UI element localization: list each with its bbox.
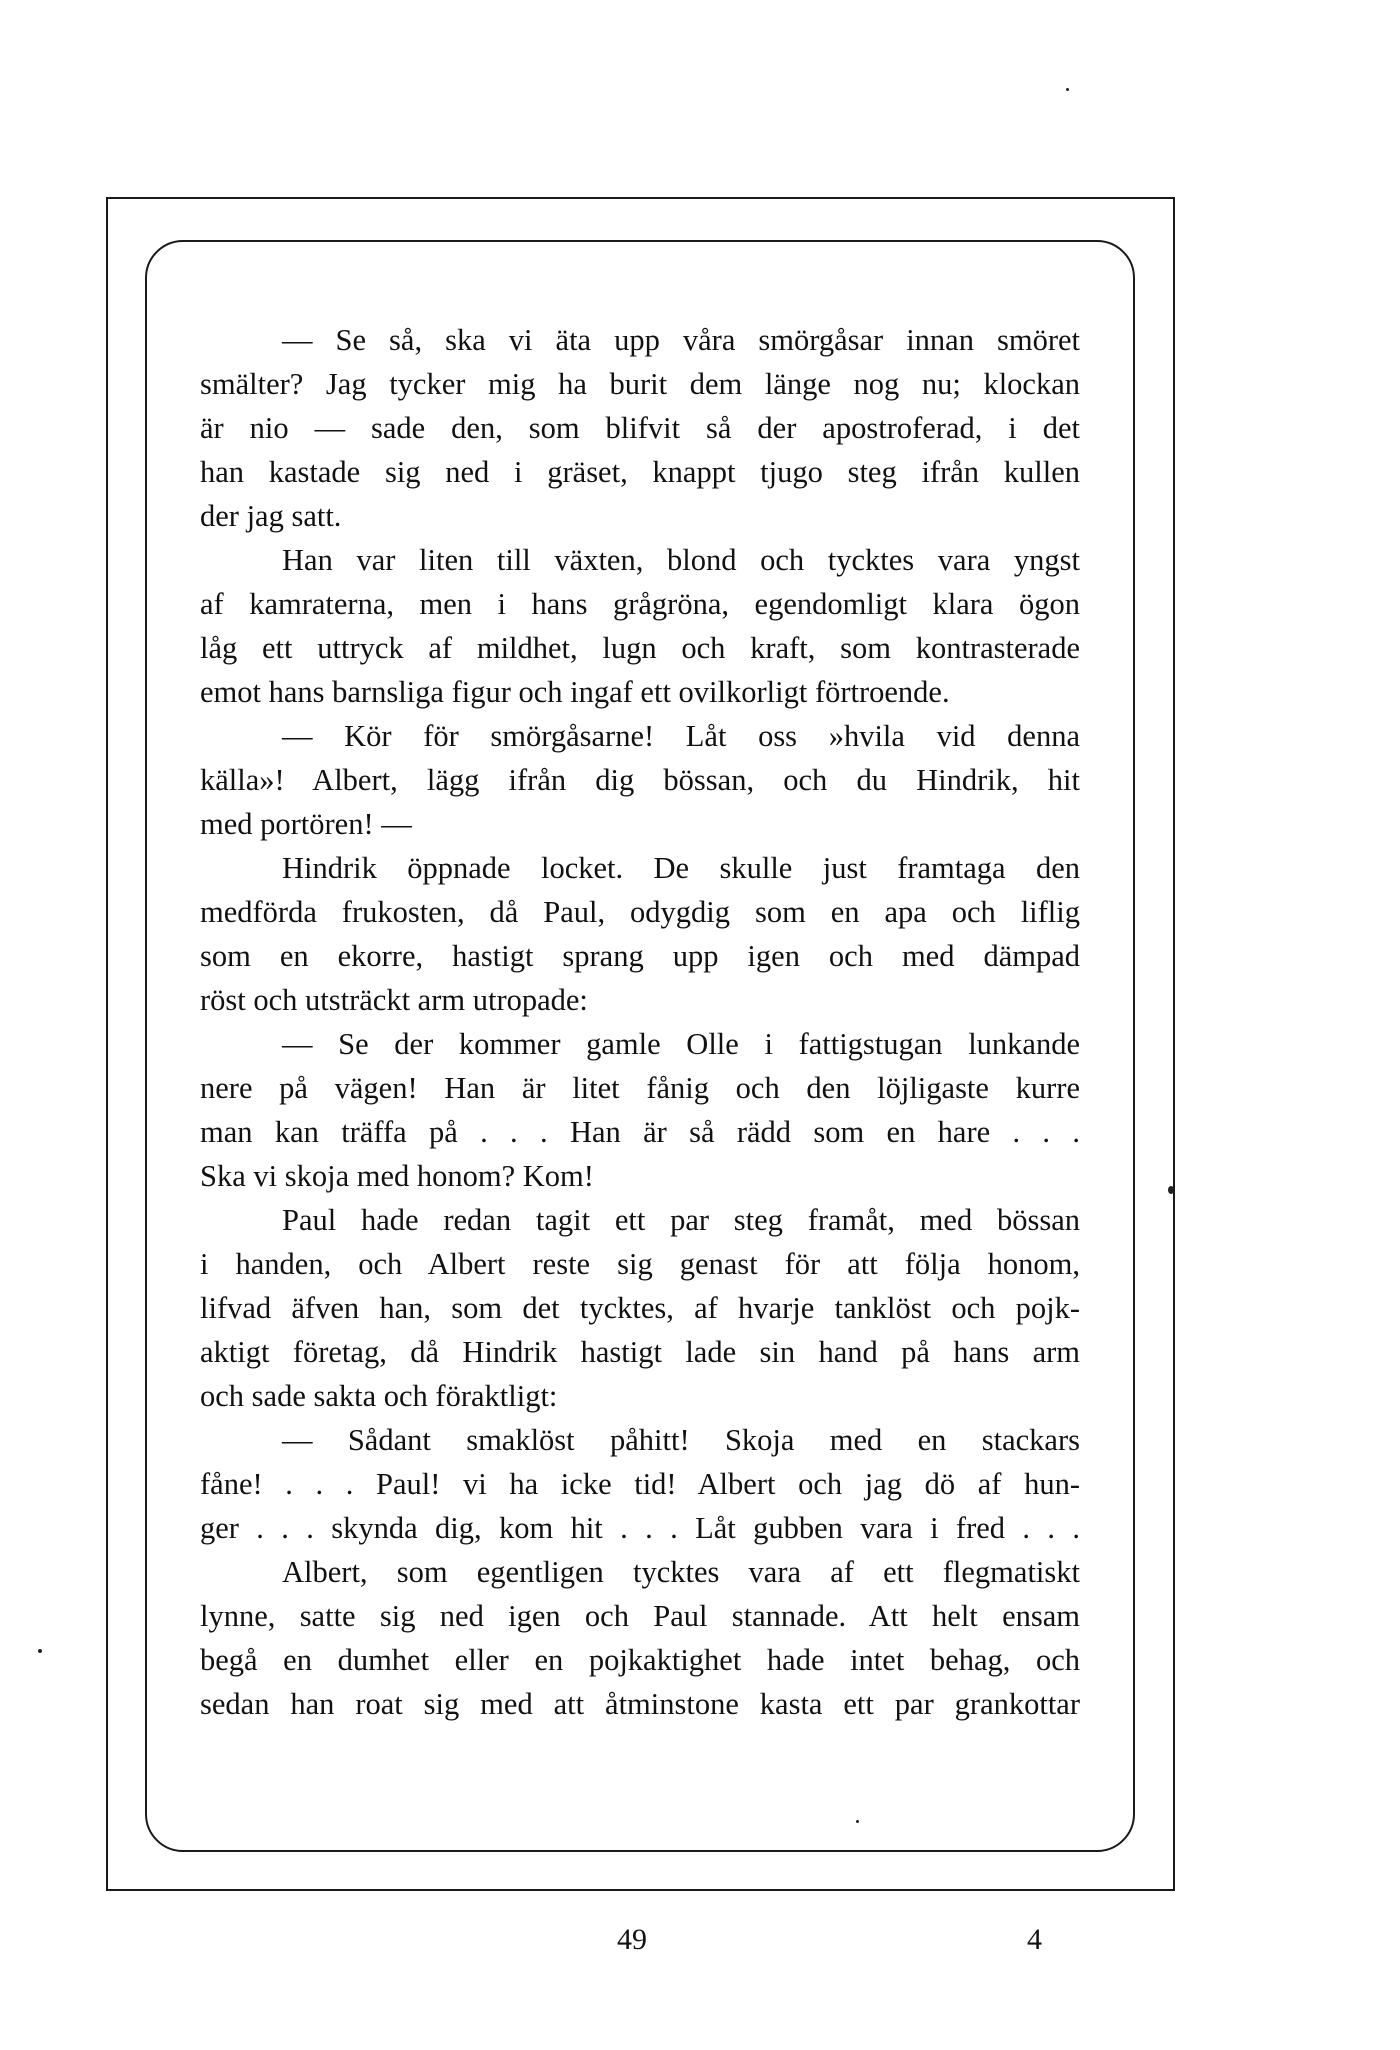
- text-line: — Se så, ska vi äta upp våra smörgåsar innan smöret: [282, 323, 1080, 357]
- text-line: Hindrik öppnade locket. De skulle just framtaga den: [282, 851, 1080, 885]
- text-line: Albert, som egentligen tycktes vara af ett flegmatiskt: [282, 1555, 1080, 1589]
- text-line: han kastade sig ned i gräset, knappt tjugo steg ifrån kullen: [200, 455, 1080, 489]
- text-line: der jag satt.: [200, 499, 342, 533]
- text-line: lynne, satte sig ned igen och Paul stannade. Att helt ensam: [200, 1599, 1080, 1633]
- text-line: lifvad äfven han, som det tycktes, af hvarje tanklöst och pojk-: [200, 1291, 1080, 1325]
- text-line: — Kör för smörgåsarne! Låt oss »hvila vid denna: [282, 719, 1080, 753]
- text-line: källa»! Albert, lägg ifrån dig bössan, och du Hindrik, hit: [200, 763, 1080, 797]
- print-speck: [38, 1649, 42, 1653]
- text-line: af kamraterna, men i hans grågröna, egendomligt klara ögon: [200, 587, 1080, 621]
- text-line: Han var liten till växten, blond och tycktes vara yngst: [282, 543, 1080, 577]
- text-line: man kan träffa på . . . Han är så rädd som en hare . . .: [200, 1115, 1080, 1149]
- page-number: 49: [617, 1923, 647, 1956]
- text-line: är nio — sade den, som blifvit så der apostroferad, i det: [200, 411, 1080, 445]
- text-line: ger . . . skynda dig, kom hit . . . Låt gubben vara i fred . . .: [200, 1511, 1080, 1545]
- signature-mark: 4: [1027, 1923, 1042, 1956]
- text-line: i handen, och Albert reste sig genast för att följa honom,: [200, 1247, 1080, 1281]
- text-line: — Sådant smaklöst påhitt! Skoja med en stackars: [282, 1423, 1080, 1457]
- text-line: aktigt företag, då Hindrik hastigt lade sin hand på hans arm: [200, 1335, 1080, 1369]
- text-line: fåne! . . . Paul! vi ha icke tid! Albert och jag dö af hun-: [200, 1467, 1080, 1501]
- text-line: låg ett uttryck af mildhet, lugn och kraft, som kontrasterade: [200, 631, 1080, 665]
- text-line: emot hans barnsliga figur och ingaf ett ovilkorligt förtroende.: [200, 675, 950, 709]
- text-line: som en ekorre, hastigt sprang upp igen och med dämpad: [200, 939, 1080, 973]
- body-text: [200, 318, 1080, 1726]
- text-line: medförda frukosten, då Paul, odygdig som en apa och liflig: [200, 895, 1080, 929]
- text-line: nere på vägen! Han är litet fånig och den löjligaste kurre: [200, 1071, 1080, 1105]
- text-line: och sade sakta och föraktligt:: [200, 1379, 558, 1413]
- print-speck: [1066, 88, 1069, 91]
- text-line: begå en dumhet eller en pojkaktighet hade intet behag, och: [200, 1643, 1080, 1677]
- text-line: med portören! —: [200, 807, 412, 841]
- print-speck: [1168, 1186, 1174, 1194]
- text-line: Ska vi skoja med honom? Kom!: [200, 1159, 594, 1193]
- text-line: Paul hade redan tagit ett par steg framåt, med bössan: [282, 1203, 1080, 1237]
- text-line: smälter? Jag tycker mig ha burit dem länge nog nu; klockan: [200, 367, 1080, 401]
- print-speck: [856, 1820, 859, 1823]
- text-line: — Se der kommer gamle Olle i fattigstugan lunkande: [282, 1027, 1080, 1061]
- text-line: röst och utsträckt arm utropade:: [200, 983, 588, 1017]
- text-line: sedan han roat sig med att åtminstone kasta ett par grankottar: [200, 1687, 1080, 1721]
